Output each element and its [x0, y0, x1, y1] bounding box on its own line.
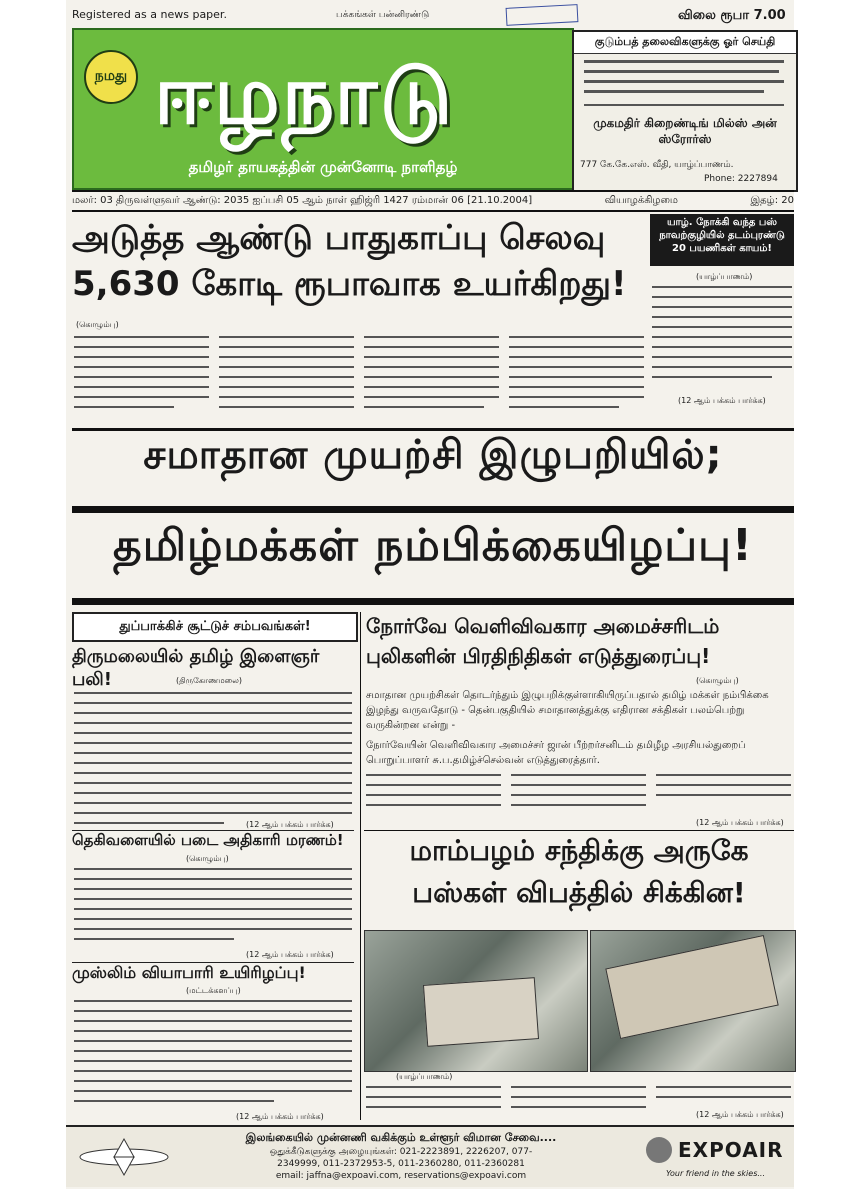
side-story-body [652, 284, 792, 394]
lead-dateline: (கொழும்பு) [76, 320, 119, 329]
bus-photo-left [364, 930, 588, 1072]
registered-note: Registered as a news paper. [72, 8, 227, 21]
expoair-slogan: Your friend in the skies... [666, 1169, 765, 1178]
left-column-heading: துப்பாக்கிச் சூட்டுச் சம்பவங்கள்! [72, 612, 358, 642]
lead-body [74, 332, 649, 422]
norway-headline-1: நோர்வே வெளிவிவகார அமைச்சரிடம் [366, 614, 720, 638]
story3-continued: (12 ஆம் பக்கம் பார்க்க) [236, 1112, 324, 1121]
norway-lead: சமாதான முயற்சிகள் தொடர்ந்தும் இழுபறிக்குள்ளாகியிருப்பதால் தமிழ் மக்கள் நம்பிக்கை இழந்து வருவதோடு - தென்பகுதியில் சமாதானத்துக்கு எதிரான சக்திகள் பலம்பெற்று வருகின்றன என்று - [366, 690, 769, 731]
story1-dateline: (திருகோணமலை) [176, 676, 243, 685]
story2-continued: (12 ஆம் பக்கம் பார்க்க) [246, 950, 334, 959]
expoair-logo [646, 1135, 786, 1165]
norway-lead-2: நோர்வேயின் வெளிவிவகார அமைச்சர் ஜான் பீற்றர்சனிடம் தமிழீழ அரசியல்துறைப் பொறுப்பாளர் சு.ப.தமிழ்ச்செல்வன் எடுத்துரைத்தார். [366, 740, 746, 766]
story1-body [74, 690, 354, 820]
side-story-dateline: (யாழ்ப்பாணம்) [696, 272, 753, 281]
story3-dateline: (மட்டக்களப்பு) [186, 986, 241, 995]
footer-advert [66, 1125, 794, 1187]
dateline-bar [72, 190, 794, 212]
bus-headline-2: பஸ்கள் விபத்தில் சிக்கின! [412, 876, 746, 909]
dateline-text: மலர்: 03 திருவள்ளுவர் ஆண்டு: 2035 ஐப்பசி 05 ஆம் நாள் ஹிஜ்ரி 1427 ரம்மான் 06 [21.10.2004] [72, 195, 533, 206]
advert-phone: Phone: 2227894 [704, 174, 778, 184]
footer-line-3: 2349999, 011-2372953-5, 011-2360280, 011-2360281 [277, 1159, 525, 1169]
footer-line-1: இலங்கையில் முன்னணி வகிக்கும் உள்ளூர் விமான சேவை.... [245, 1131, 557, 1144]
dateline-day: வியாழக்கிழமை [604, 195, 678, 206]
bus-photo-right [590, 930, 796, 1072]
footer-line-4: email: jaffna@expoavi.com, reservations@expoavi.com [275, 1171, 527, 1181]
lead-headline-2: 5,630 கோடி ரூபாவாக உயர்கிறது! [72, 264, 627, 304]
masthead-title: ஈழநாடு [154, 48, 455, 143]
dateline-issue: இதழ்: 20 [750, 195, 794, 206]
masthead [72, 28, 574, 190]
masthead-tagline: தமிழர் தாயகத்தின் முன்னோடி நாளிதழ் [188, 158, 458, 176]
story3-body [74, 998, 354, 1110]
story2-body [74, 866, 354, 946]
norway-continued: (12 ஆம் பக்கம் பார்க்க) [696, 818, 784, 827]
side-story-continued: (12 ஆம் பக்கம் பார்க்க) [678, 396, 766, 405]
expoair-logo-icon [646, 1137, 672, 1163]
bus-continued: (12 ஆம் பக்கம் பார்க்க) [696, 1110, 784, 1119]
story1-headline: திருமலையில் தமிழ் இளைஞர் பலி! [72, 646, 320, 690]
price: விலை ரூபா 7.00 [678, 8, 786, 23]
expoair-brand: EXPOAIR [678, 1138, 784, 1162]
stamp-mark [506, 4, 579, 26]
newspaper-page [66, 0, 794, 1189]
advert-address: 777 கே.கே.எஸ். வீதி, யாழ்ப்பாணம். [580, 160, 734, 170]
story1-continued: (12 ஆம் பக்கம் பார்க்க) [246, 820, 334, 829]
story2-dateline: (கொழும்பு) [186, 854, 229, 863]
story3-headline: முஸ்லிம் வியாபாரி உயிரிழப்பு! [72, 962, 354, 984]
norway-dateline: (கொழும்பு) [696, 676, 739, 685]
story2-headline: தெகிவளையில் படை அதிகாரி மரணம்! [72, 830, 354, 851]
advert-title: குடும்பத் தலைவிகளுக்கு ஓர் செய்தி [574, 32, 796, 54]
norway-headline-2: புலிகளின் பிரதிநிதிகள் எடுத்துரைப்பு! [366, 644, 711, 668]
norway-body [366, 772, 794, 824]
footer-line-2: ஒதுக்கீடுகளுக்கு அழையுங்கள்: 021-2223891, 2226207, 077- [269, 1147, 533, 1157]
page-count: பக்கங்கள் பன்னிரண்டு [336, 10, 430, 20]
lead-headline-1: அடுத்த ஆண்டு பாதுகாப்பு செலவு [72, 218, 606, 258]
banner-headline-2: தமிழ்மக்கள் நம்பிக்கையிழப்பு! [113, 520, 753, 571]
bus-dateline: (யாழ்ப்பாணம்) [396, 1072, 453, 1081]
masthead-badge: நமது [84, 50, 138, 104]
banner-headline-1: சமாதான முயற்சி இழுபறியில்; [143, 432, 723, 478]
side-story-headline: யாழ். நோக்கி வந்த பஸ் நாவற்குழியில் தடம்புரண்டு 20 பயணிகள் காயம்! [650, 214, 794, 266]
airplane-icon [74, 1135, 174, 1179]
bus-headline-1: மாம்பழம் சந்திக்கு அருகே [409, 834, 749, 867]
top-advert [572, 30, 798, 192]
advert-company: முகமதிர் கிறைண்டிங் மில்ஸ் அன் ஸ்ரோர்ஸ் [593, 116, 777, 146]
